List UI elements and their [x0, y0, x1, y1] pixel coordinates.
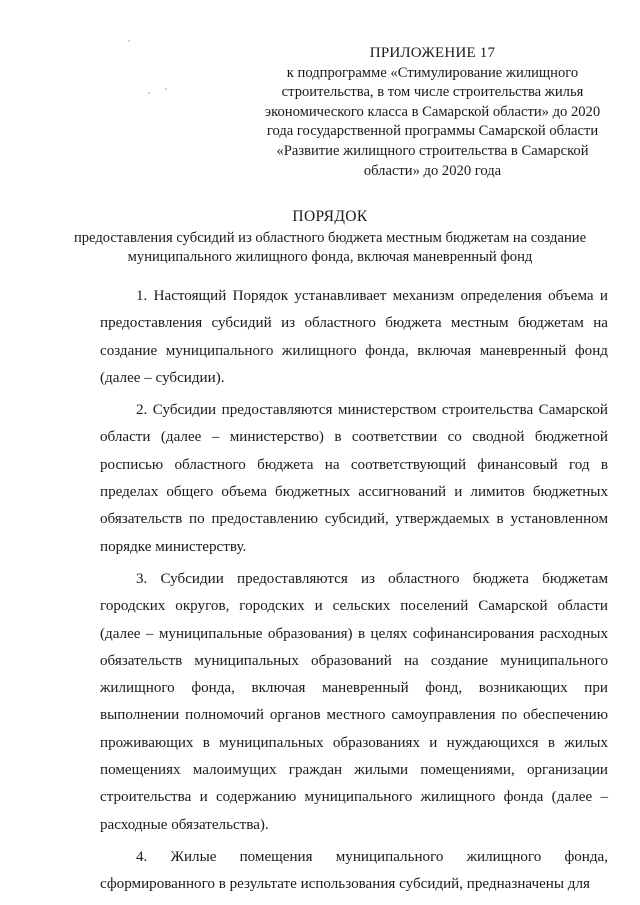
scan-speck	[148, 92, 150, 94]
document-subtitle: предоставления субсидий из областного бюджета местным бюджетам на создание муниципального жилищного фонда, включая маневренный фонд	[73, 230, 587, 265]
paragraph-4: 4. Жилые помещения муниципального жилищного фонда, сформированного в результате использования субсидий, предназначены для	[100, 848, 608, 893]
scan-speck	[165, 88, 167, 90]
paragraph-2: 2. Субсидии предоставляются министерством строительства Самарской области (далее – министерство) в соответствии со сводной бюджетной росписью областного бюджета на соответствующий финансовый год в пределах общего объема бюджетных ассигнований и лимитов бюджетных обязательств по предоставлению субсидий, утверждаемых в установленном порядке министерству.	[100, 402, 608, 555]
paragraph-1: 1. Настоящий Порядок устанавливает механизм определения объема и предоставления субсидий из областного бюджета местным бюджетам на создание муниципального жилищного фонда, включая маневренный фонд (далее – субсидии).	[100, 288, 608, 386]
paragraph-3: 3. Субсидии предоставляются из областного бюджета бюджетам городских округов, городских и сельских поселений Самарской области (далее – муниципальные образования) в целях софинансирования расходных обязательств муниципальных образований на создание муниципального жилищного фонда, включая маневренный фонд, возникающих при выполнении полномочий органов местного самоуправления по обеспечению проживающих в муниципальных образованиях и нуждающихся в жилых помещениях малоимущих граждан жилыми помещениями, организации строительства и содержанию муниципального жилищного фонда (далее – расходные обязательства).	[100, 570, 608, 833]
document-title: ПОРЯДОК	[292, 208, 368, 225]
document-heading	[60, 207, 600, 267]
document-body	[100, 283, 608, 904]
scan-speck	[128, 40, 130, 42]
appendix-text: к подпрограмме «Стимулирование жилищного строительства, в том числе строительства жилья экономического класса в Самарской области» до 2020 года государственной программы Самарской области «Развитие жилищного строительства в Самарской области» до 2020 года	[264, 64, 601, 179]
appendix-title: ПРИЛОЖЕНИЕ 17	[369, 45, 496, 61]
appendix-block	[255, 44, 610, 181]
